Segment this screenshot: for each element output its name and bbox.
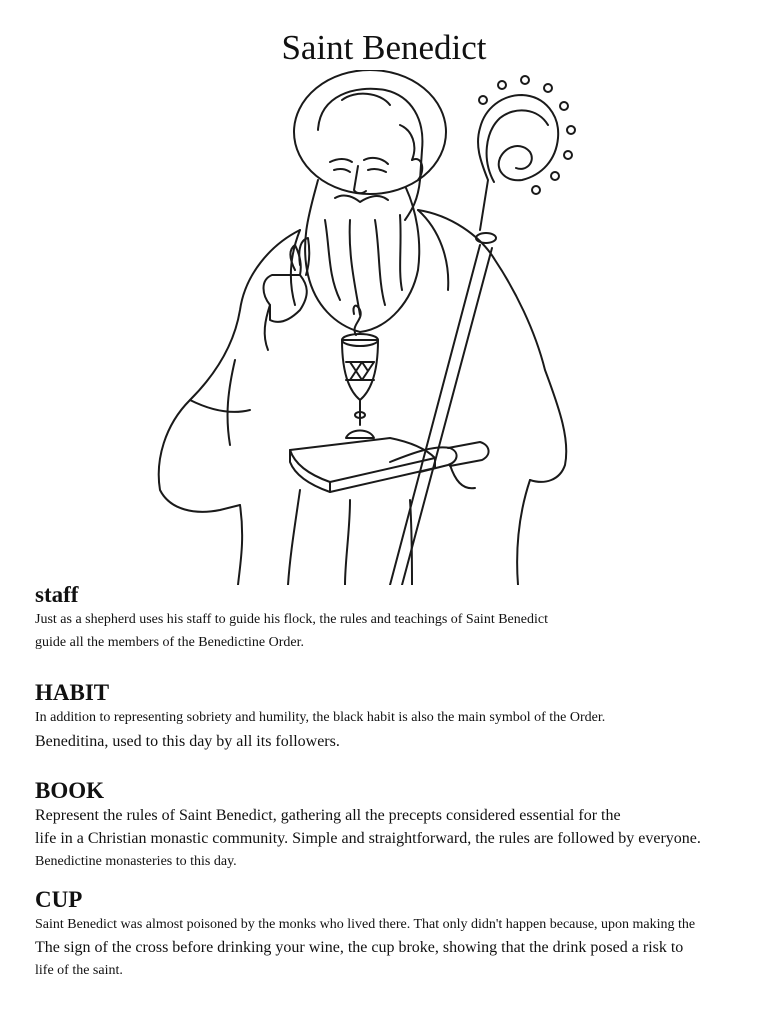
- section-heading: BOOK: [35, 778, 105, 803]
- cup-icon: [342, 340, 378, 400]
- book-icon: [290, 438, 435, 482]
- habit-section: [35, 680, 768, 753]
- section-text-line: life in a Christian monastic community. Simple and straightforward, the rules are followed by everyone.: [35, 830, 701, 847]
- robe-outline: [159, 230, 300, 512]
- section-text-line: Represent the rules of Saint Benedict, gathering all the precepts considered essential for the: [35, 807, 621, 824]
- section-heading: HABIT: [35, 680, 110, 705]
- book-section: [35, 778, 768, 873]
- section-heading: CUP: [35, 887, 83, 912]
- beard-outline: [305, 180, 419, 332]
- saint-benedict-illustration: [150, 70, 590, 585]
- section-heading: staff: [35, 582, 79, 607]
- section-text-line: The sign of the cross before drinking your wine, the cup broke, showing that the drink posed a risk to: [35, 939, 684, 956]
- section-text-line: In addition to representing sobriety and humility, the black habit is also the main symbol of the Order.: [35, 710, 606, 725]
- section-text-line: life of the saint.: [35, 963, 123, 978]
- page-title: Saint Benedict: [281, 28, 487, 67]
- section-text-line: Just as a shepherd uses his staff to guide his flock, the rules and teachings of Saint Benedict: [35, 612, 548, 627]
- staff-section: [35, 582, 768, 654]
- section-text-line: guide all the members of the Benedictine Order.: [35, 635, 305, 650]
- crozier-staff-icon: [390, 245, 480, 585]
- cup-section: [35, 887, 768, 982]
- section-text-line: Beneditina, used to this day by all its followers.: [35, 733, 340, 750]
- section-text-line: Saint Benedict was almost poisoned by the monks who lived there. That only didn't happen because, upon making the: [35, 917, 696, 932]
- section-text-line: Benedictine monasteries to this day.: [35, 854, 237, 869]
- head-outline: [318, 89, 422, 220]
